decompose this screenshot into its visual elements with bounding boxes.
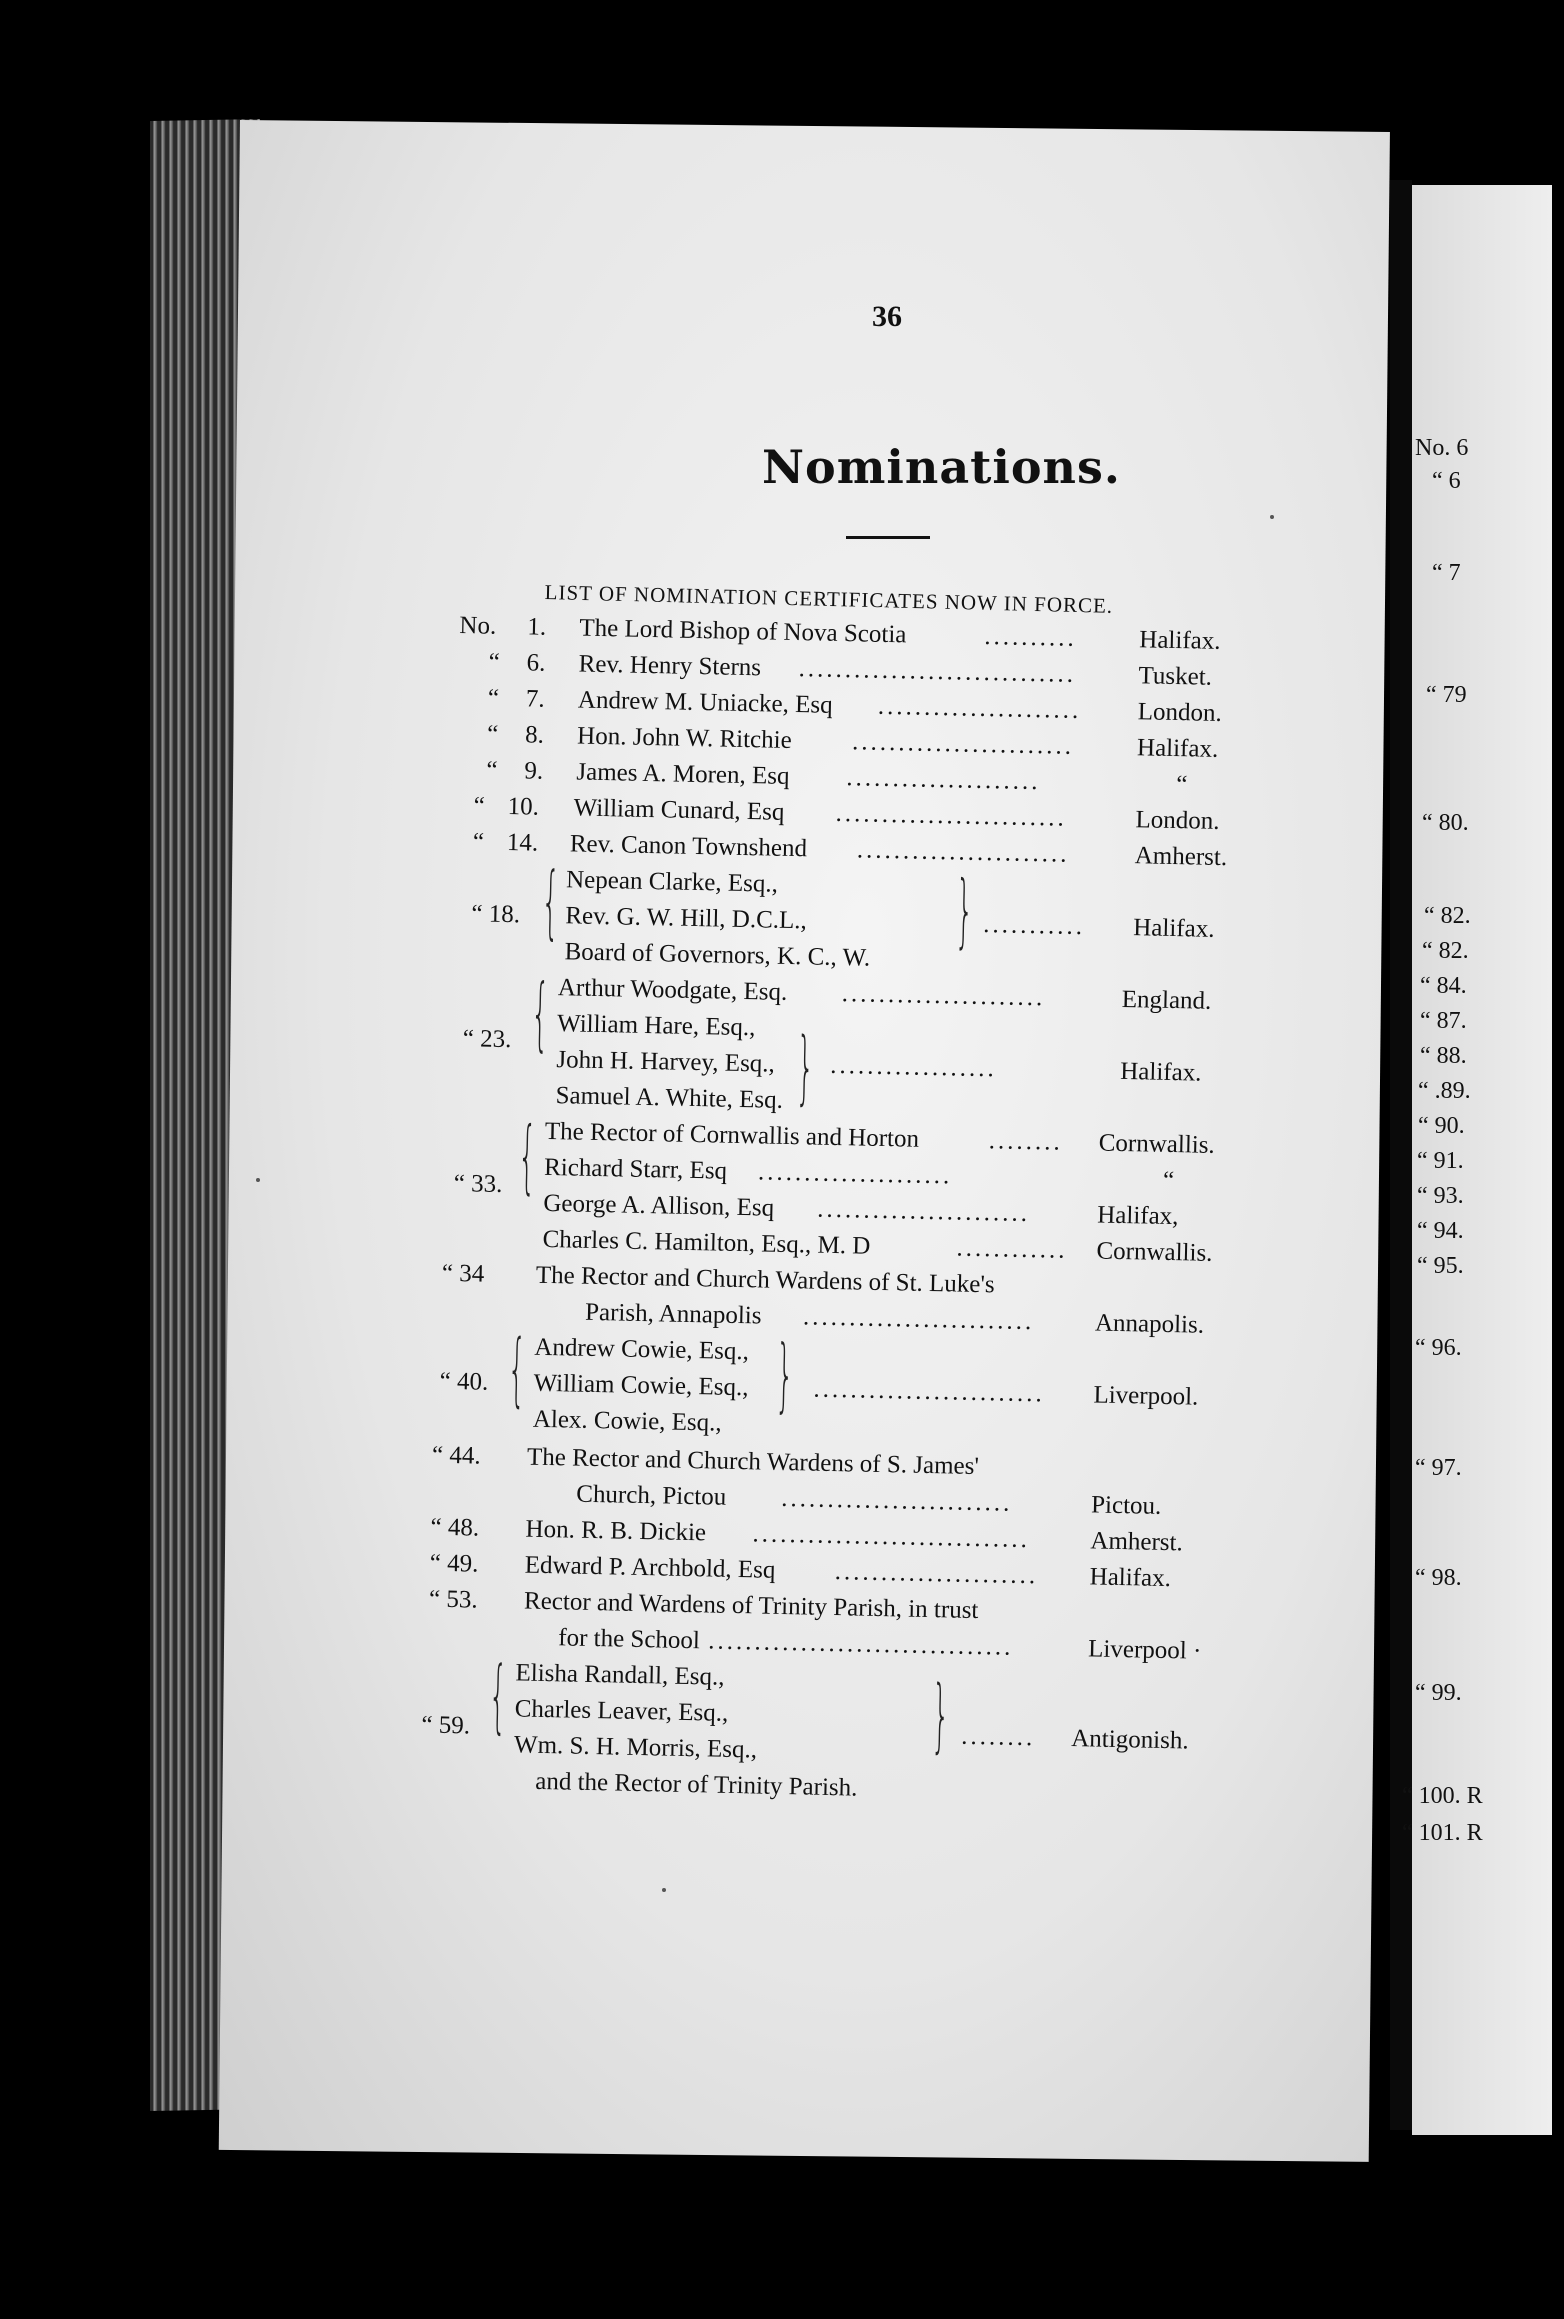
leader-dots: ........ bbox=[961, 1722, 1036, 1752]
entry-number: 8. bbox=[524, 721, 545, 749]
entry-place: Halifax. bbox=[1136, 734, 1219, 763]
leader-dots: ...................... bbox=[877, 692, 1082, 725]
entry-number: “ 59. bbox=[421, 1711, 471, 1740]
entry-name: Hon. John W. Ritchie bbox=[576, 722, 793, 754]
entry-place: Annapolis. bbox=[1094, 1309, 1205, 1339]
leader-dots: ..................... bbox=[757, 1158, 953, 1190]
entry-name: Rev. Henry Sterns bbox=[578, 650, 762, 682]
next-line: “ 100. R bbox=[1402, 1783, 1483, 1809]
entry-name: Charles Leaver, Esq., bbox=[514, 1695, 729, 1727]
entry-number: “ 34 bbox=[441, 1259, 485, 1288]
entry-place: Pictou. bbox=[1090, 1491, 1162, 1520]
entry-place: Antigonish. bbox=[1071, 1725, 1189, 1755]
next-line: “ 95. bbox=[1417, 1253, 1464, 1279]
entry-place: Amherst. bbox=[1134, 842, 1228, 872]
leader-dots: ...................... bbox=[834, 1558, 1039, 1590]
entry-name: William Cunard, Esq bbox=[573, 794, 785, 826]
entry-place: Amherst. bbox=[1090, 1527, 1184, 1557]
leader-dots: ......................... bbox=[802, 1303, 1035, 1336]
page-number: 36 bbox=[872, 300, 902, 333]
scan-speck bbox=[256, 1178, 260, 1182]
entry-place: Halifax. bbox=[1133, 914, 1215, 943]
entry-name: Andrew M. Uniacke, Esq bbox=[577, 686, 833, 719]
next-line: “ 90. bbox=[1418, 1113, 1465, 1139]
entry-place: London. bbox=[1135, 806, 1220, 835]
entry-name: Edward P. Archbold, Esq bbox=[524, 1551, 776, 1584]
leader-dots: .............................. bbox=[798, 655, 1077, 688]
entry-name: Wm. S. H. Morris, Esq., bbox=[513, 1731, 758, 1764]
next-line: “ 99. bbox=[1415, 1680, 1462, 1706]
entry-number: 14. bbox=[506, 829, 539, 857]
entry-name: Parish, Annapolis bbox=[584, 1298, 762, 1330]
left-brace: { bbox=[530, 966, 551, 1060]
entry-name: Charles C. Hamilton, Esq., M. D bbox=[542, 1225, 871, 1260]
entry-place: Halifax. bbox=[1089, 1563, 1172, 1593]
entry-name: Andrew Cowie, Esq., bbox=[534, 1333, 750, 1366]
next-line: “ 82. bbox=[1422, 938, 1469, 964]
next-line: “ 80. bbox=[1422, 810, 1469, 836]
entry-number: “ 53. bbox=[428, 1585, 478, 1614]
leader-dots: ...................... bbox=[841, 980, 1046, 1012]
entry-place: Halifax. bbox=[1139, 626, 1221, 655]
left-brace: { bbox=[540, 854, 561, 949]
entry-name: Rev. Canon Townshend bbox=[569, 830, 808, 863]
entry-name: George A. Allison, Esq bbox=[543, 1189, 775, 1222]
entry-name: Nepean Clarke, Esq., bbox=[565, 866, 779, 898]
right-brace: } bbox=[930, 1668, 951, 1762]
entry-place: Cornwallis. bbox=[1096, 1237, 1213, 1267]
leader-dots: ................................. bbox=[707, 1627, 1014, 1661]
leader-dots: ........ bbox=[988, 1127, 1064, 1156]
entry-prefix: No. bbox=[459, 611, 497, 640]
leader-dots: ........................ bbox=[851, 728, 1075, 760]
next-line: “ 79 bbox=[1426, 682, 1467, 708]
leader-dots: ............ bbox=[956, 1234, 1068, 1264]
entry-name: Rev. G. W. Hill, D.C.L., bbox=[565, 902, 808, 935]
entry-number: “ 48. bbox=[430, 1513, 480, 1542]
next-line: “ 97. bbox=[1415, 1455, 1462, 1481]
entry-prefix: “ bbox=[486, 720, 499, 748]
leader-dots: ......................... bbox=[813, 1375, 1046, 1408]
entry-name: Board of Governors, K. C., W. bbox=[564, 938, 871, 972]
entry-name: Arthur Woodgate, Esq. bbox=[557, 974, 788, 1006]
entry-name: Hon. R. B. Dickie bbox=[525, 1515, 707, 1547]
entry-place: Cornwallis. bbox=[1098, 1129, 1215, 1159]
next-line: “ 6 bbox=[1432, 468, 1461, 494]
entry-name: for the School bbox=[558, 1624, 701, 1655]
leader-dots: .............................. bbox=[752, 1520, 1031, 1554]
next-line: “ 93. bbox=[1417, 1183, 1464, 1209]
entry-name: Rector and Wardens of Trinity Parish, in trust bbox=[523, 1587, 979, 1625]
section-title: Nominations. bbox=[762, 440, 1121, 494]
right-brace: } bbox=[954, 863, 975, 957]
entry-number: 1. bbox=[527, 613, 547, 641]
entry-number: 10. bbox=[507, 793, 540, 821]
leader-dots: ..................... bbox=[846, 764, 1041, 796]
left-brace: { bbox=[506, 1322, 527, 1416]
entry-number: “ 40. bbox=[439, 1367, 489, 1396]
entry-number: 6. bbox=[526, 649, 546, 677]
entry-number: 7. bbox=[525, 685, 545, 713]
scan-speck bbox=[1270, 515, 1274, 519]
leader-dots: .......... bbox=[984, 622, 1078, 652]
entry-name: The Lord Bishop of Nova Scotia bbox=[579, 614, 907, 649]
leader-dots: .................. bbox=[830, 1051, 998, 1083]
leader-dots: ........... bbox=[983, 911, 1086, 941]
entry-name: John H. Harvey, Esq., bbox=[556, 1046, 776, 1078]
entry-prefix: “ bbox=[488, 648, 501, 676]
next-line: “ 96. bbox=[1415, 1335, 1462, 1361]
entry-place: England. bbox=[1121, 985, 1212, 1015]
entry-name: Richard Starr, Esq bbox=[543, 1153, 728, 1185]
entry-number: “ 33. bbox=[453, 1170, 503, 1199]
next-line: “ .89. bbox=[1418, 1078, 1471, 1104]
entry-place: Liverpool · bbox=[1087, 1635, 1202, 1665]
leader-dots: ....................... bbox=[817, 1195, 1031, 1228]
leader-dots: ....................... bbox=[856, 836, 1070, 868]
entry-number: “ 18. bbox=[471, 900, 521, 929]
next-line: “ 84. bbox=[1420, 973, 1467, 999]
entry-name: The Rector of Cornwallis and Horton bbox=[544, 1117, 920, 1153]
next-line: “ 7 bbox=[1432, 560, 1461, 586]
leader-dots: ......................... bbox=[780, 1484, 1013, 1517]
next-line: “ 88. bbox=[1420, 1043, 1467, 1069]
entry-name: The Rector and Church Wardens of S. James' bbox=[526, 1443, 980, 1481]
next-line: “ 94. bbox=[1417, 1218, 1464, 1244]
entry-name: William Cowie, Esq., bbox=[533, 1369, 749, 1402]
next-line: No. 6 bbox=[1415, 435, 1469, 461]
list-heading: LIST OF NOMINATION CERTIFICATES NOW IN FORCE. bbox=[544, 580, 1114, 618]
entry-name: Samuel A. White, Esq. bbox=[555, 1082, 784, 1114]
entry-prefix: “ bbox=[486, 756, 498, 784]
entry-place: Halifax, bbox=[1096, 1201, 1179, 1231]
entry-place: “ bbox=[1176, 771, 1188, 799]
entry-prefix: “ bbox=[472, 828, 485, 856]
next-line: “ 87. bbox=[1420, 1008, 1467, 1034]
entry-name: The Rector and Church Wardens of St. Luke's bbox=[535, 1261, 995, 1299]
entry-place: Liverpool. bbox=[1093, 1381, 1199, 1411]
scan-speck bbox=[662, 1888, 666, 1892]
entry-number: “ 44. bbox=[431, 1441, 481, 1470]
leader-dots: ......................... bbox=[835, 799, 1068, 832]
next-line: “ 82. bbox=[1424, 903, 1471, 929]
entry-name: Alex. Cowie, Esq., bbox=[532, 1405, 722, 1437]
entry-name: William Hare, Esq., bbox=[556, 1010, 756, 1042]
entry-place: Halifax. bbox=[1119, 1057, 1202, 1087]
entry-number: “ 49. bbox=[429, 1549, 479, 1578]
next-line: “ 98. bbox=[1415, 1565, 1462, 1591]
left-brace: { bbox=[517, 1109, 538, 1203]
right-brace: } bbox=[795, 1020, 816, 1114]
left-brace: { bbox=[488, 1648, 508, 1743]
entry-number: 9. bbox=[524, 757, 544, 785]
entry-number: “ 23. bbox=[462, 1025, 512, 1054]
entry-name: and the Rector of Trinity Parish. bbox=[534, 1767, 858, 1802]
entry-place: Tusket. bbox=[1138, 662, 1213, 691]
entry-name: Church, Pictou bbox=[576, 1480, 727, 1511]
entry-prefix: “ bbox=[487, 684, 500, 712]
right-brace: } bbox=[774, 1327, 795, 1422]
entry-place: “ bbox=[1162, 1166, 1175, 1195]
next-line: “ 101. R bbox=[1402, 1820, 1483, 1846]
next-line: “ 91. bbox=[1417, 1148, 1464, 1174]
entry-place: London. bbox=[1137, 698, 1223, 727]
entry-name: James A. Moren, Esq bbox=[576, 758, 790, 790]
entry-prefix: “ bbox=[473, 792, 486, 820]
entry-name: Elisha Randall, Esq., bbox=[515, 1659, 725, 1691]
